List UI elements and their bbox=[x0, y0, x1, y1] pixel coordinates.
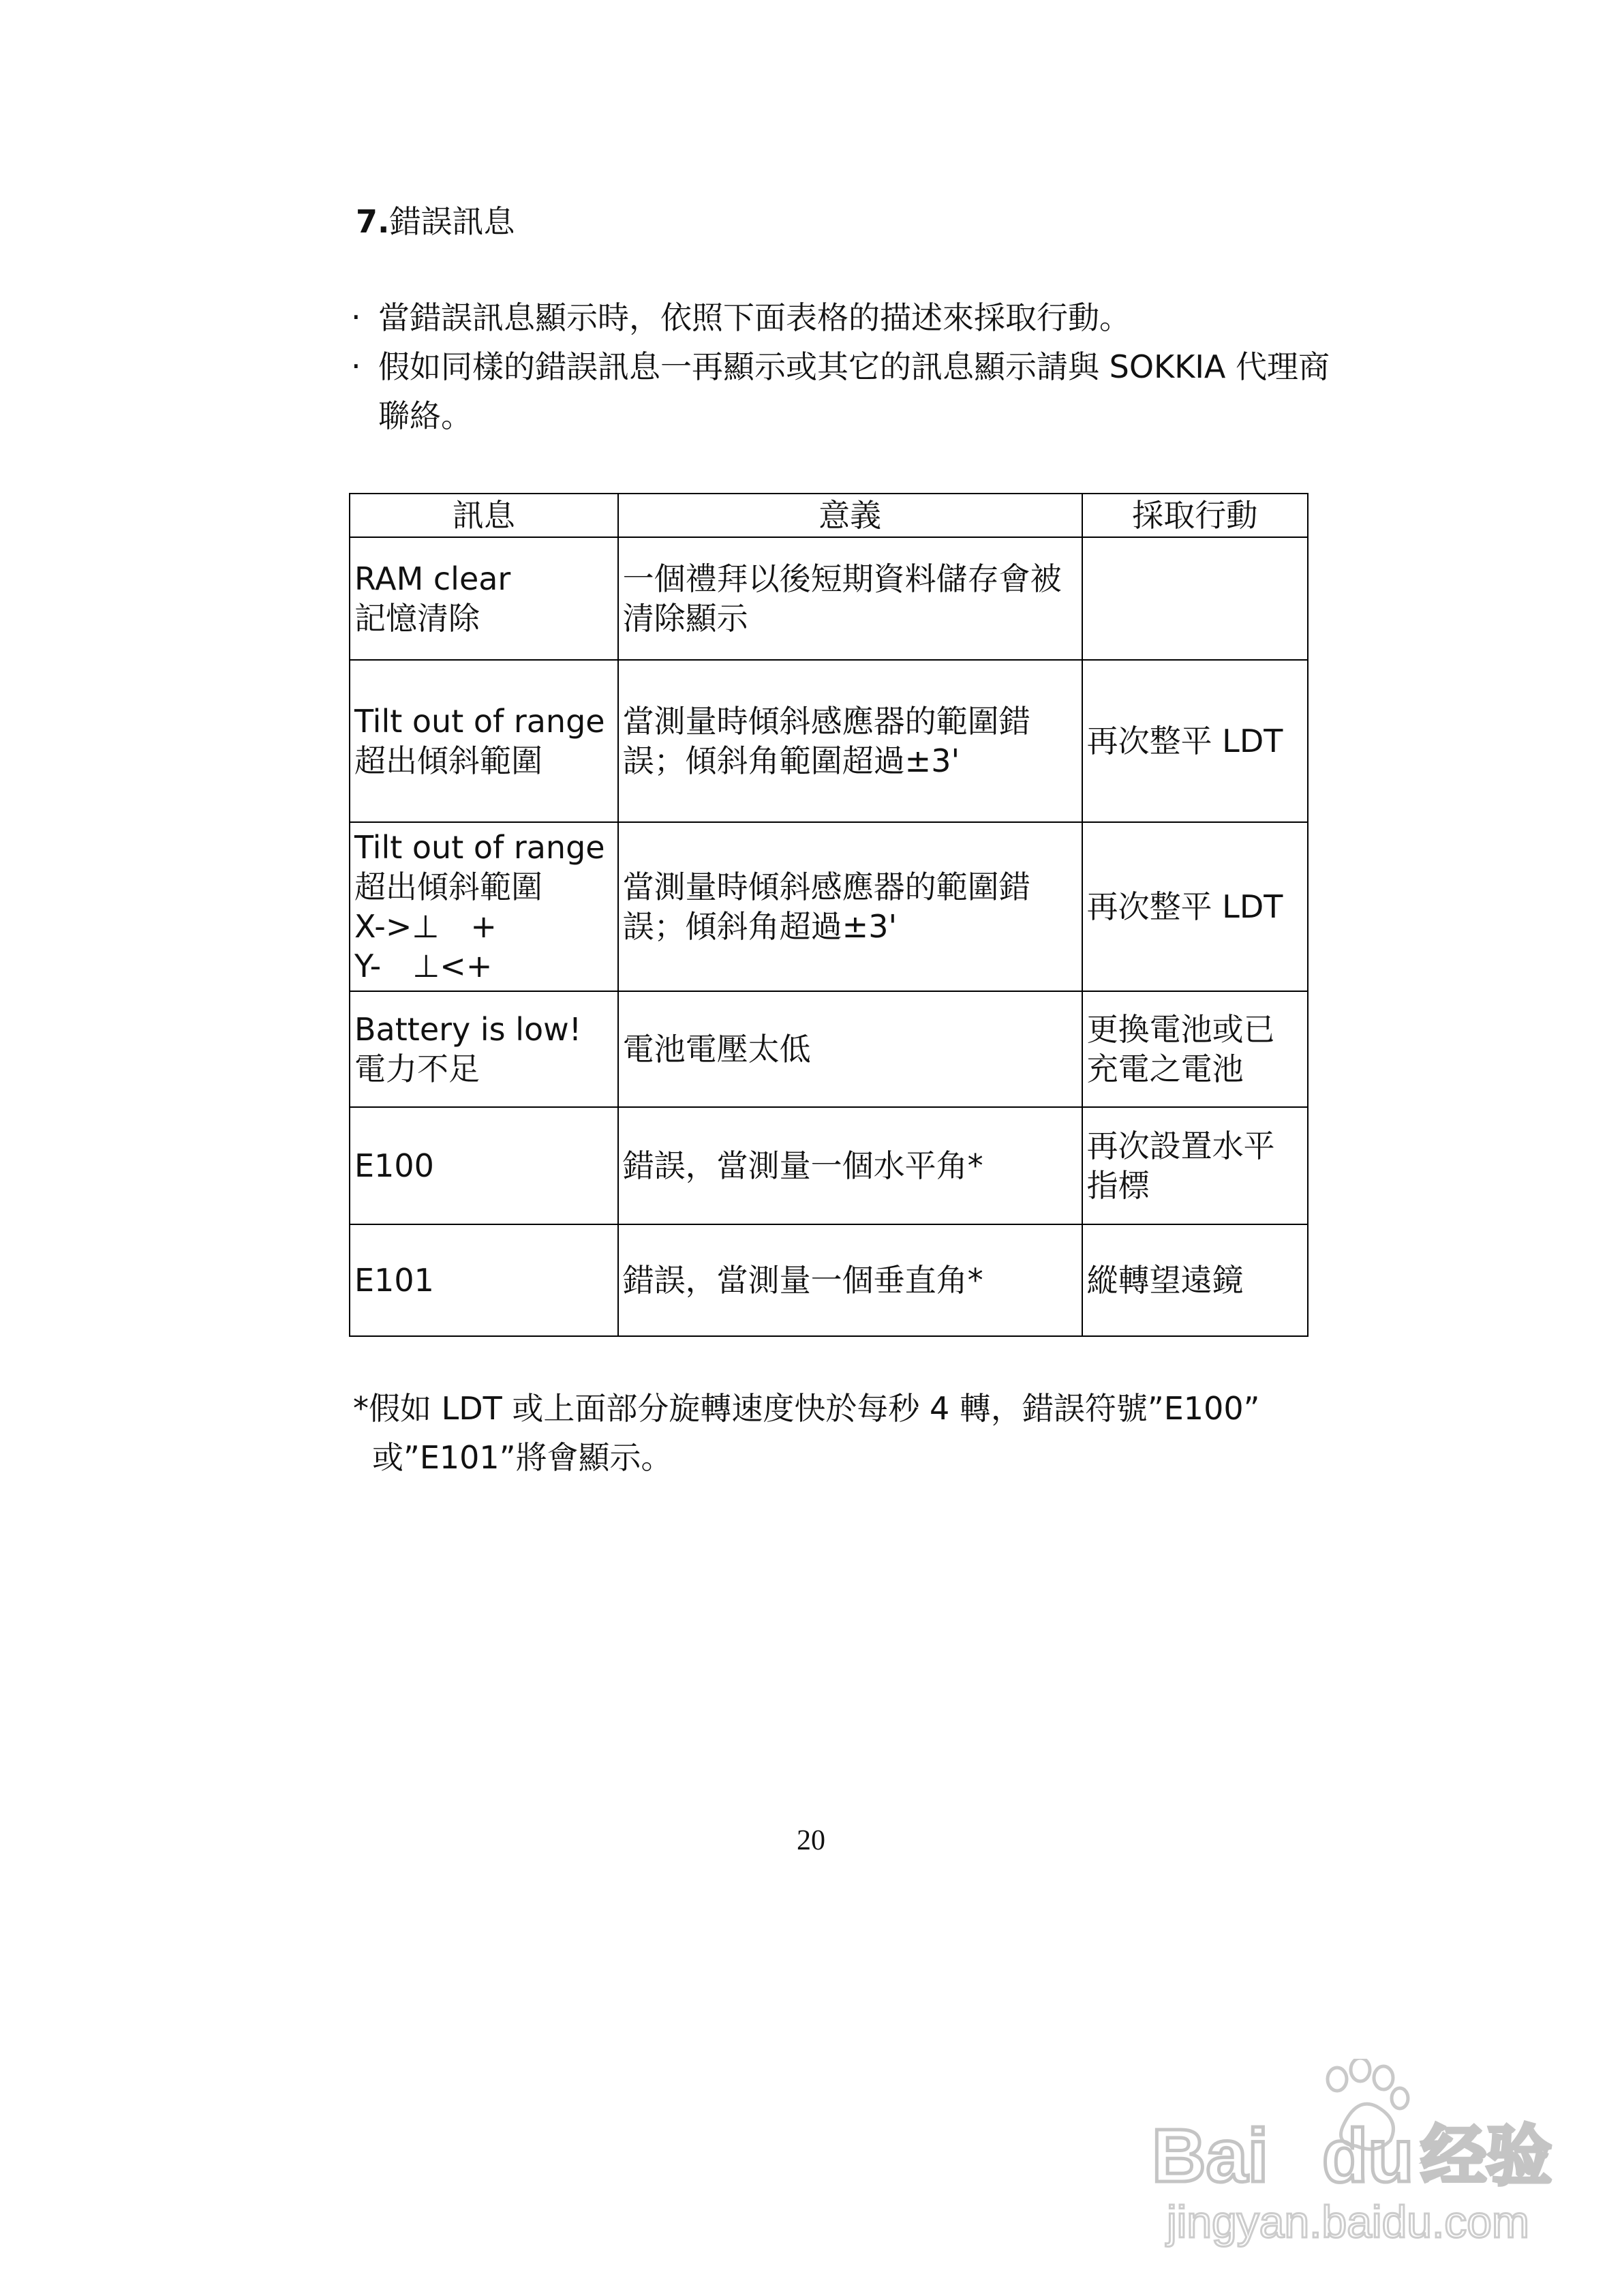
watermark-url: jingyan.baidu.com bbox=[1167, 2196, 1529, 2247]
bullet-mark: ‧ bbox=[351, 348, 361, 385]
table-row bbox=[350, 660, 1308, 822]
message-english: Tilt out of range bbox=[354, 829, 605, 866]
table-row bbox=[350, 537, 1308, 660]
bullet-mark: ‧ bbox=[351, 299, 361, 336]
action-cell: 再次整平 LDT bbox=[1082, 660, 1308, 822]
section-heading bbox=[356, 198, 515, 245]
meaning-cell: 錯誤，當測量一個水平角* bbox=[618, 1107, 1082, 1224]
table-row bbox=[350, 1107, 1308, 1224]
instruction-list bbox=[351, 293, 1360, 440]
table-row bbox=[350, 991, 1308, 1107]
footnote bbox=[353, 1384, 1375, 1482]
message-chinese: 超出傾斜範圍 bbox=[354, 742, 542, 779]
column-header-action: 採取行動 bbox=[1082, 494, 1308, 537]
instruction-text: 當錯誤訊息顯示時，依照下面表格的描述來採取行動。 bbox=[378, 299, 1131, 336]
message-english: E100 bbox=[354, 1147, 434, 1184]
footnote-line: 或”E101”將會顯示。 bbox=[372, 1439, 673, 1476]
column-header-meaning: 意義 bbox=[618, 494, 1082, 537]
meaning-cell: 一個禮拜以後短期資料儲存會被清除顯示 bbox=[618, 537, 1082, 660]
message-english: E101 bbox=[354, 1262, 434, 1299]
message-chinese: 電力不足 bbox=[354, 1051, 480, 1087]
section-title: 錯誤訊息 bbox=[389, 203, 515, 240]
baidu-jingyan-watermark bbox=[1152, 2059, 1574, 2250]
instruction-item bbox=[351, 293, 1360, 342]
action-cell: 再次設置水平指標 bbox=[1082, 1107, 1308, 1224]
message-english: Battery is low! bbox=[354, 1011, 582, 1048]
table-row bbox=[350, 1224, 1308, 1336]
page-number: 20 bbox=[797, 1825, 825, 1856]
table-header-row bbox=[350, 494, 1308, 537]
instruction-text: 假如同樣的錯誤訊息一再顯示或其它的訊息顯示請與 SOKKIA 代理商聯絡。 bbox=[378, 348, 1330, 434]
message-cell bbox=[350, 1224, 618, 1336]
message-chinese: 超出傾斜範圍 bbox=[354, 868, 542, 905]
action-cell: 縱轉望遠鏡 bbox=[1082, 1224, 1308, 1336]
action-cell bbox=[1082, 537, 1308, 660]
message-cell bbox=[350, 1107, 618, 1224]
meaning-cell: 錯誤，當測量一個垂直角* bbox=[618, 1224, 1082, 1336]
meaning-cell: 當測量時傾斜感應器的範圍錯誤；傾斜角超過±3' bbox=[618, 822, 1082, 991]
meaning-cell: 當測量時傾斜感應器的範圍錯誤；傾斜角範圍超過±3' bbox=[618, 660, 1082, 822]
action-cell: 再次整平 LDT bbox=[1082, 822, 1308, 991]
section-number: 7. bbox=[356, 203, 390, 240]
message-cell bbox=[350, 991, 618, 1107]
instruction-item bbox=[351, 342, 1332, 440]
message-cell bbox=[350, 660, 618, 822]
message-chinese: 記憶清除 bbox=[354, 600, 480, 637]
meaning-cell: 電池電壓太低 bbox=[618, 991, 1082, 1107]
table-row bbox=[350, 822, 1308, 991]
message-y-axis: Y- ⊥<+ bbox=[354, 948, 493, 984]
message-cell bbox=[350, 537, 618, 660]
message-english: RAM clear bbox=[354, 560, 511, 597]
error-message-table bbox=[349, 493, 1309, 1337]
watermark-product: 经验 bbox=[1421, 2118, 1552, 2194]
action-cell: 更換電池或已充電之電池 bbox=[1082, 991, 1308, 1107]
watermark-brand: Bai bbox=[1152, 2114, 1269, 2198]
message-english: Tilt out of range bbox=[354, 703, 605, 740]
message-cell bbox=[350, 822, 618, 991]
footnote-line: *假如 LDT 或上面部分旋轉速度快於每秒 4 轉，錯誤符號”E100” bbox=[353, 1390, 1260, 1427]
message-x-axis: X->⊥ + bbox=[354, 908, 497, 945]
watermark-brand-du: du bbox=[1322, 2114, 1414, 2198]
column-header-message: 訊息 bbox=[350, 494, 618, 537]
